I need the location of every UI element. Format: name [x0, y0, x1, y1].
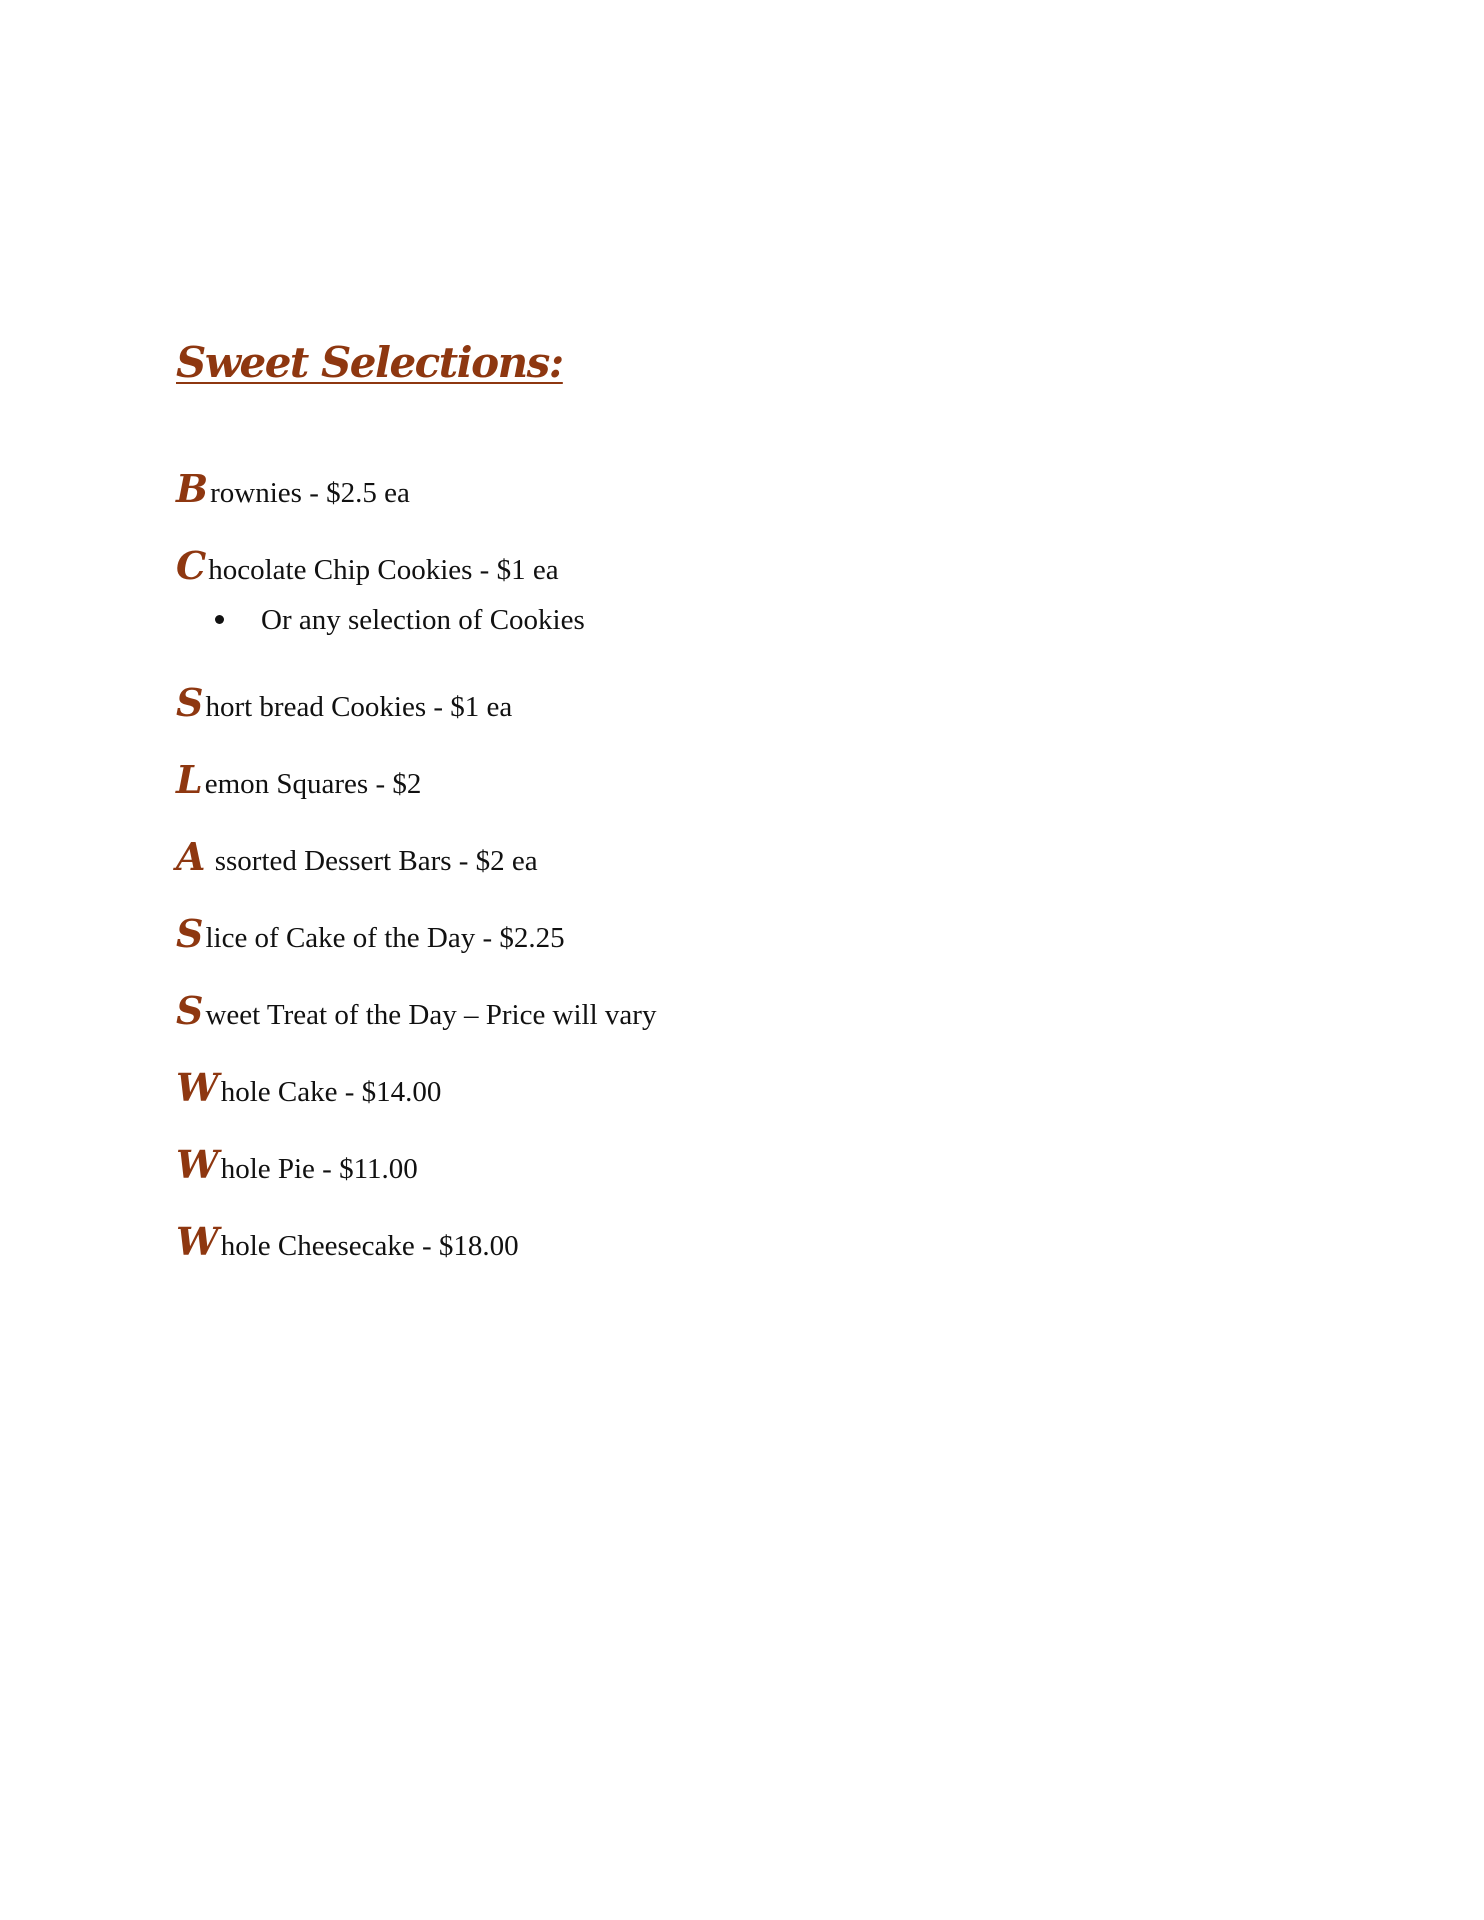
menu-item-sweet-treat — [176, 984, 656, 1061]
drop-initial: S — [176, 911, 204, 956]
menu-item-lemon-squares — [176, 753, 656, 830]
menu-sub-item-text: Or any selection of Cookies — [261, 604, 585, 636]
menu-item-text: hole Pie - $11.00 — [220, 1153, 418, 1185]
drop-initial: S — [176, 680, 204, 725]
drop-initial: C — [176, 543, 207, 588]
menu-item-text: lice of Cake of the Day - $2.25 — [205, 922, 565, 954]
menu-item-text: weet Treat of the Day – Price will vary — [205, 999, 657, 1031]
menu-item-whole-cake — [176, 1061, 656, 1138]
menu-item-chocolate-chip-cookies — [176, 539, 656, 598]
drop-initial: W — [176, 1065, 219, 1110]
menu-title: Sweet Selections: — [176, 338, 563, 387]
drop-initial: S — [176, 988, 204, 1033]
bullet-icon — [215, 615, 224, 624]
menu-item-text: hole Cake - $14.00 — [220, 1076, 442, 1108]
menu-item-text: hole Cheesecake - $18.00 — [220, 1230, 519, 1262]
menu-item-assorted-dessert-bars — [176, 830, 656, 907]
menu-item-text: rownies - $2.5 ea — [210, 477, 410, 509]
menu-list — [176, 462, 656, 1292]
menu-item-whole-cheesecake — [176, 1215, 656, 1292]
drop-initial: W — [176, 1142, 219, 1187]
menu-item-slice-of-cake — [176, 907, 656, 984]
menu-item-text: ssorted Dessert Bars - $2 ea — [207, 845, 538, 877]
menu-item-text: hort bread Cookies - $1 ea — [205, 691, 513, 723]
menu-item-text: emon Squares - $2 — [204, 768, 422, 800]
menu-item-text: hocolate Chip Cookies - $1 ea — [208, 554, 559, 586]
drop-initial: L — [176, 757, 203, 802]
menu-item-shortbread-cookies — [176, 676, 656, 753]
menu-sub-item-cookie-selection — [176, 598, 656, 676]
menu-item-brownies — [176, 462, 656, 539]
drop-initial: W — [176, 1219, 219, 1264]
menu-item-whole-pie — [176, 1138, 656, 1215]
drop-initial: B — [176, 466, 209, 511]
drop-initial: A — [176, 834, 206, 879]
